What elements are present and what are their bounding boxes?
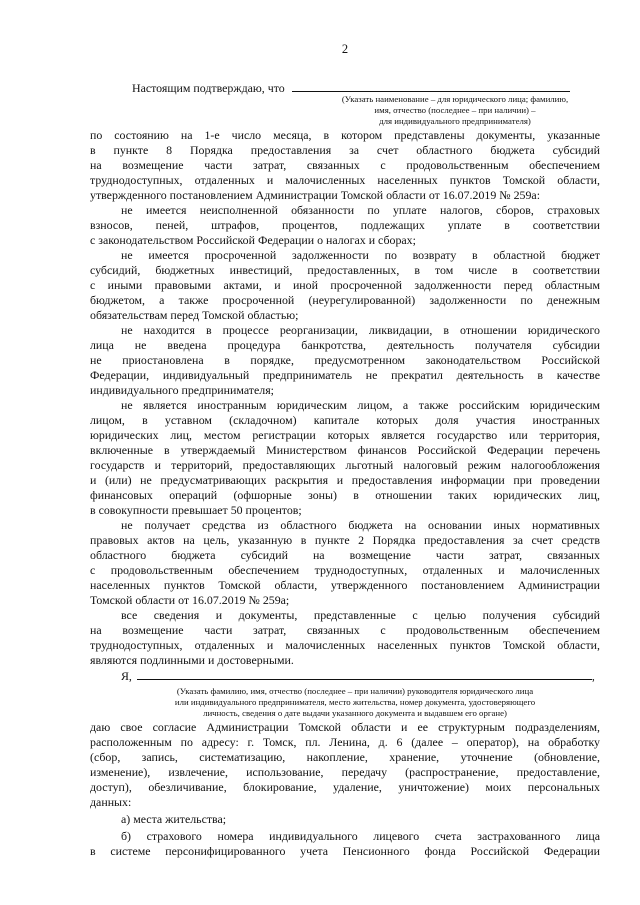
org-name-blank-cont <box>392 80 570 92</box>
person-hint: (Указать фамилию, имя, отчество (последнее – при наличии) руководителя юридического лица или индивидуального предпринимателя, место жительства, номер документа, удостоверяющего личность, сведения о дате выдачи указанного документа и выдавшем его органе) <box>174 686 536 718</box>
confirm-prefix: Настоящим подтверждаю, что <box>132 81 285 95</box>
ya-line <box>121 668 600 684</box>
data-item-a: а) места жительства; <box>121 812 227 826</box>
document-page: 2 Настоящим подтверждаю, что (Указать наименование – для юридического лица; фамилию, имя, отчество (последнее – при наличии) – для индивидуального предпринимателя) по состоянию на 1-е число месяца, в котором представлены документы, указанные в пункте 8 Порядка предоставления за счет областного бюджета субсидий на возмещение части затрат, связанных с продовольственным обеспечением труднодоступных, отдаленных и малочисленных населенных пунктов Томской области, утвержденного постановлением Администрации Томской области от 16.07.2019 № 259а: не имеется неисполненной обязанности по уплате налогов, сборов, страховых взносов, пеней, штрафов, процентов, подлежащих уплате в соответствии с законодательством Российской Федерации о налогах и сборах; не имеется просроченной задолженности по возврату в областной бюджет субсидий, бюджетных инвестиций, предоставленных, в том числе в соответствии с иными правовыми актами, и иной просроченной задолженности перед областным бюджетом, а также просроченной (неурегулированной) задолженности по денежным обязательствам перед Томской областью; не находится в процессе реорганизации, ликвидации, в отношении юридического лица не введена процедура банкротства, деятельность получателя субсидии не приостановлена в порядке, предусмотренном законодательством Российской Федерации, индивидуальный предприниматель не прекратил деятельность в качестве индивидуального предпринимателя; не является иностранным юридическим лицом, а также российским юридическим лицом, в уставном (складочном) капитале которых доля участия иностранных юридических лиц, местом регистрации которых является государство или территория, включенные в утверждаемый Министерством финансов Российской Федерации перечень государств и территорий, предоставляющих льготный налоговый режим налогообложения и (или) не предусматривающих раскрытия и предоставления информации при проведении финансовых операций (офшорные зоны) в отношении таких юридических лиц, в совокупности превышает 50 процентов; не получает средства из областного бюджета на основании иных нормативных правовых актов на цель, указанную в пункте 2 Порядка предоставления за счет средств областного бюджета субсидий на возмещение части затрат, связанных с продовольственным обеспечением труднодоступных, отдаленных и малочисленных населенных пунктов Томской области, утвержденного постановлением Администрации Томской области от 16.07.2019 № 259а; все сведения и документы, представленные с целью получения субсидий на возмещение части затрат, связанных с продовольственным обеспечением труднодоступных, отдаленных и малочисленных населенных пунктов Томской области, являются подлинными и достоверными. Я, , (Указать фамилию, имя, отчество (последнее – при наличии) руководителя юридического лица или индивидуального предпринимателя, место жительства, номер документа, удостоверяющего личность, сведения о дате выдачи указанного документа и выдавшем его органе) даю свое согласие Администрации Томской области и ее структурным подразделениям, расположенным по адресу: г. Томск, пл. Ленина, д. 6 (далее – оператор), на обработку (сбор, запись, систематизацию, накопление, хранение, уточнение (обновление, изменение), извлечение, использование, передачу (распространение, предоставление, доступ), обезличивание, блокирование, удаление, уничтожение) моих персональных данных: а) места жительства; б) страхового номера индивидуального лицевого счета застрахованного лица в системе персонифицированного учета Пенсионного фонда Российской Федерации <box>90 42 600 858</box>
page-number: 2 <box>341 42 349 56</box>
ya-prefix: Я, <box>121 669 132 683</box>
person-details-blank <box>137 668 592 680</box>
ya-suffix: , <box>591 669 595 683</box>
org-name-blank <box>292 80 392 92</box>
org-hint: (Указать наименование – для юридического лица; фамилию, имя, отчество (последнее – при наличии) – для индивидуального предпринимателя) <box>341 94 569 126</box>
